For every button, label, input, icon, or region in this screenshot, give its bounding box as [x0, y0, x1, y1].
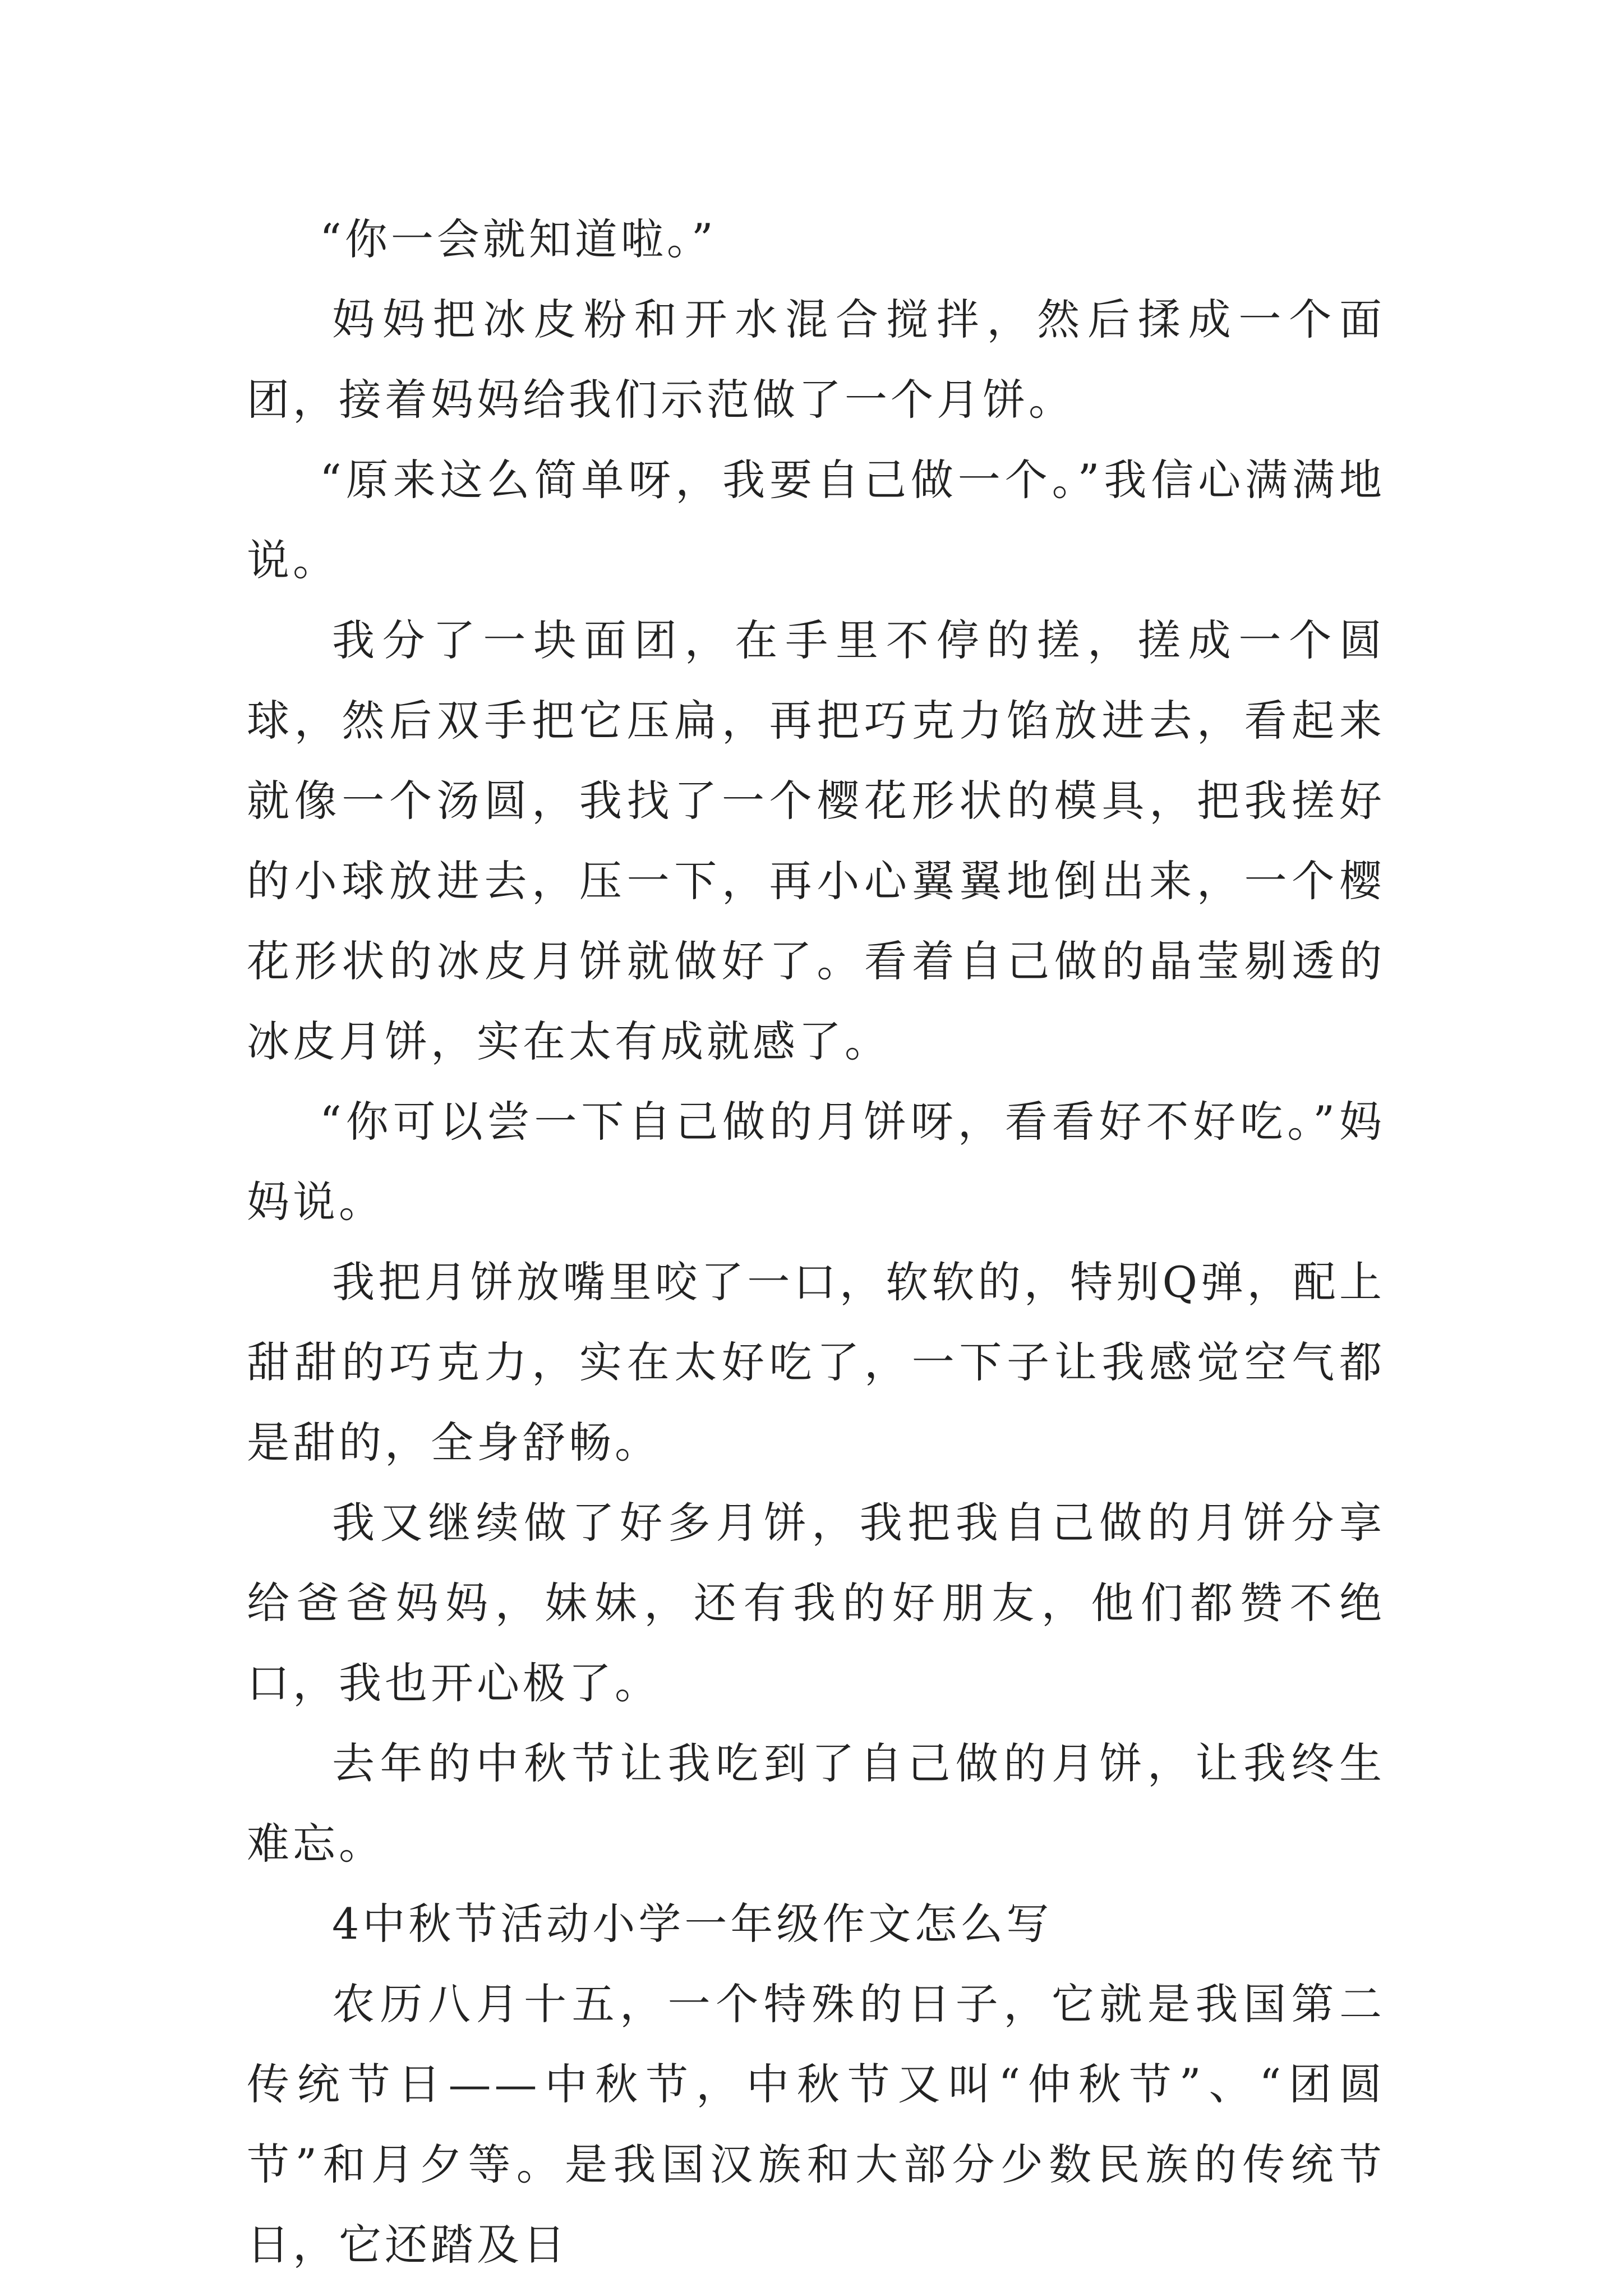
- paragraph: “你一会就知道啦。”: [320, 214, 717, 264]
- paragraph: 我分了一块面团，在手里不停的搓，搓成一个圆球，然后双手把它压扁，再把巧克力馅放进去，看起来就像一个汤圆，我找了一个樱花形状的模具，把我搓好的小球放进去，压一下，再小心翼翼地倒出来，一个樱花形状的冰皮月饼就做好了。看着自己做的晶莹剔透的冰皮月饼，实在太有成就感了。: [247, 615, 1385, 1066]
- paragraph: 妈妈把冰皮粉和开水混合搅拌，然后揉成一个面团，接着妈妈给我们示范做了一个月饼。: [247, 295, 1385, 425]
- paragraph: 去年的中秋节让我吃到了自己做的月饼，让我终生难忘。: [247, 1738, 1385, 1869]
- paragraph: 农历八月十五，一个特殊的日子，它就是我国第二传统节日——中秋节，中秋节又叫“仲秋节”、“团圆节”和月夕等。是我国汉族和大部分少数民族的传统节日，它还踏及日: [247, 1979, 1385, 2270]
- paragraph: “原来这么简单呀，我要自己做一个。”我信心满满地说。: [247, 455, 1385, 585]
- paragraph: “你可以尝一下自己做的月饼呀，看看好不好吃。”妈妈说。: [247, 1097, 1385, 1227]
- paragraph: 我又继续做了好多月饼，我把我自己做的月饼分享给爸爸妈妈，妹妹，还有我的好朋友，他们都赞不绝口，我也开心极了。: [247, 1498, 1385, 1708]
- document-body: [247, 199, 1385, 2285]
- section-heading: 4中秋节活动小学一年级作文怎么写: [332, 1899, 1053, 1949]
- paragraph: 我把月饼放嘴里咬了一口，软软的，特别Q弹，配上甜甜的巧克力，实在太好吃了，一下子让我感觉空气都是甜的，全身舒畅。: [247, 1257, 1385, 1467]
